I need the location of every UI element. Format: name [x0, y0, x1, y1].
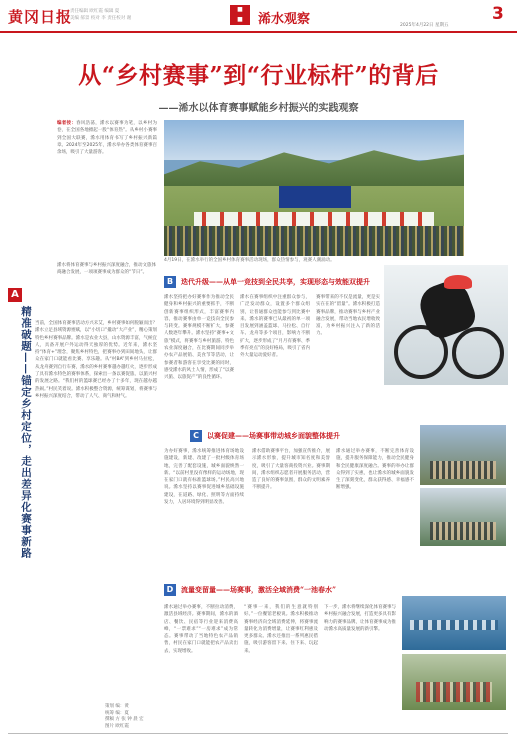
section-d-column-2: “赛事一来，我们的生意就特别好。”一位餐馆老板说。浠水积极推动赛事经济向全域消费延伸，将赛事流量转化为消费增量，让赛事红利惠及更多群众。浠水还推出一系列惠民措施，吸引游客留下来、住下来、玩起来。 — [244, 605, 318, 654]
editor-note-text: 春风浩荡，浠水以赛事为笔，以乡村为卷，在全国各地掀起一股“体育热”。从乡村小赛事到全国大联赛，浠水用体育书写了乡村振兴新篇章。2024年至2025年，浠水举办各类体育赛事百余场，吸引了大量游客。 — [57, 121, 158, 156]
section-d-header — [164, 584, 336, 596]
newspaper-brand: 黄冈日报 — [8, 8, 73, 26]
section-d-badge: D — [164, 584, 176, 596]
bike-wheel-back — [452, 327, 504, 379]
page-number: 3 — [492, 4, 504, 24]
cyclist-photo — [384, 265, 508, 385]
masthead-meta-line-2: 美编 郝景 校对 李 责任校对 谢 — [70, 16, 132, 21]
section-b-header — [164, 276, 370, 288]
section-b-badge: B — [164, 276, 176, 288]
section-b-column-2: 浠水在赛事组织中注重群众参与，广泛发动群众，设置多个群众组别，让普通群众也能参与到比赛中来。浠水的赛事已从最初的单一项目发展到涵盖篮球、马拉松、自行车、龙舟等多个项目，影响力不断扩大，逐步形成了“月月有赛事、季季有亮点”的良好格局，吸引了省内外大量运动爱好者。 — [240, 295, 310, 359]
section-logo-icon: ■ ■ — [230, 5, 250, 25]
issue-date: 2025年4月22日 星期五 — [400, 23, 449, 28]
section-c-header — [190, 430, 340, 442]
hero-tents — [194, 212, 434, 226]
hero-photo-caption: 4月19日，在浠水举行的全国乡村体育赛事活动现场，群众热情参与，观赛人潮涌动。 — [164, 258, 335, 263]
main-headline: 从“乡村赛事”到“行业标杆”的背后 — [78, 62, 439, 89]
section-b-column-3: 赛事带来的不仅是流量，更是实实在在的“留量”。浠水积极打造赛事品牌，推动赛事与乡村产业融合发展，带动当地农民增收致富，为乡村振兴注入了新的活力。 — [316, 295, 380, 337]
section-c-photo-1 — [420, 425, 506, 485]
section-c-title: 以赛促建——场赛事带动城乡面貌整体提升 — [207, 431, 340, 440]
editor-credits: 策划 编：黄 统筹 编：夏 撰稿 方 张 钟 晨 宏 图片 欧红霞 — [105, 704, 144, 729]
masthead — [0, 0, 517, 38]
section-b-column-1: 浠水坚持把办好赛事作为推动全民健身和乡村振兴的重要抓手，不断创新赛事组织形式，丰富赛事内容，推动赛事由单一竞技向全民参与转变。赛事规模不断扩大，参赛人数逐年攀升。浠水坚持“赛事+文旅”模式，将赛事与乡村旅游、特色农业深度融合，在比赛期间同步举办农产品展销、美食节等活动，让参赛者和游客在享受比赛的同时，感受浠水的风土人情，形成了“以赛兴旅、以旅促产”的良性循环。 — [164, 295, 234, 381]
sub-headline: ——浠水以体育赛事赋能乡村振兴的实践观察 — [158, 103, 359, 114]
section-c-photo-2 — [420, 488, 506, 546]
section-a-title: 精准破题——锚定乡村定位，走出差异化赛事新路 — [20, 306, 32, 559]
section-a-badge: A — [8, 288, 22, 302]
section-d-column-1: 浠水通过举办赛事，不断拉动消费，激活县域经济。赛事期间，浠水的酒店、餐饮、民宿等行业迎来消费高峰，“一票难求”“一房难求”成为常态。赛事带动了当地特色农产品销售，村民在家门口就能把农产品卖出去，实现增收。 — [164, 605, 238, 654]
section-d-photo-swim — [402, 596, 506, 650]
masthead-rule — [0, 31, 517, 33]
section-c-badge: C — [190, 430, 202, 442]
intro-continued: 浠水将体育赛事与乡村振兴深度融合，推动文旅体商融合发展，一项项赛事成为群众的“节日”。 — [57, 263, 156, 276]
hero-stage — [279, 186, 351, 208]
hero-photo — [164, 120, 464, 256]
cyclist-helmet — [444, 275, 472, 289]
masthead-meta-line-1: 责任编辑 欧红霞 编辑 夏 — [70, 9, 120, 14]
section-d-title: 流量变留量——场赛事，激活全域消费“一池春水” — [181, 585, 337, 594]
section-c-column-3: 浠水通过举办赛事，不断完善体育设施，提升服务保障能力，推动全民健身和全民健康深度融合。赛事的举办让群众得到了实惠，也让浠水的城乡面貌发生了深刻变化，群众获得感、幸福感不断增强。 — [336, 449, 414, 491]
bottom-rule — [8, 733, 508, 734]
section-c-column-2: 浠水借助赛事平台，加强宣传推介，展示浠水形象，提升城市知名度和美誉度，吸引了大量客商投资兴业。赛事期间，浠水组织志愿者开展服务活动，营造了良好的赛事氛围，群众的文明素养不断提升。 — [252, 449, 330, 491]
section-name: 浠水观察 — [258, 12, 311, 27]
editor-note-lead: 编者按： — [57, 121, 77, 126]
section-d-photo-crowd — [402, 654, 506, 710]
section-c-column-1: 为办好赛事，浠水统筹推进体育场地设施建设，新建、改建了一批村级体育场地，完善了配套设施，城乡面貌焕然一新。“以前村里没有像样的运动场地，现在家门口就有标准篮球场。”村民高兴地说。浠水坚持以赛事促进城乡基础设施建设，在道路、绿化、照明等方面持续发力，人居环境得到明显改善。 — [164, 449, 244, 506]
editor-note — [57, 120, 157, 156]
hero-sky — [164, 120, 464, 160]
masthead-meta — [70, 8, 131, 22]
hero-crowd — [164, 226, 464, 256]
section-d-column-3: 下一步，浠水将继续深化体育赛事与乡村振兴融合发展，打造更多具有影响力的赛事品牌，让体育赛事成为推动浠水高质量发展的新引擎。 — [324, 605, 396, 632]
section-b-title: 迭代升级——从单一竞技到全民共享，实现形态与效能双提升 — [181, 277, 370, 286]
section-a-text: 当前，全国体育赛事活动方兴未艾，乡村赛事如何脱颖而出？浠水立足县域资源禀赋，以“小切口”撬动“大产业”，精心策划特色乡村赛事品牌。浠水是农业大县，山水资源丰富，气候宜人，具备开展户外运动得天独厚的优势。近年来，浠水坚持“体育+”理念，聚焦乡村特色，把赛事办到田间地头，让群众在家门口就能看比赛、享乐趣。从“村BA”到乡村马拉松，从龙舟赛到自行车赛，浠水的乡村赛事越办越红火，逐步形成了具有浠水特色的赛事体系，探索出一条以赛促旅、以旅兴村的发展之路。“我们村的篮球赛已经办了十多年，现在越办越热闹。”村民笑着说。浠水积极整合资源，统筹谋划，将赛事与乡村振兴深度结合，带动了人气、商气和财气。 — [35, 321, 157, 399]
